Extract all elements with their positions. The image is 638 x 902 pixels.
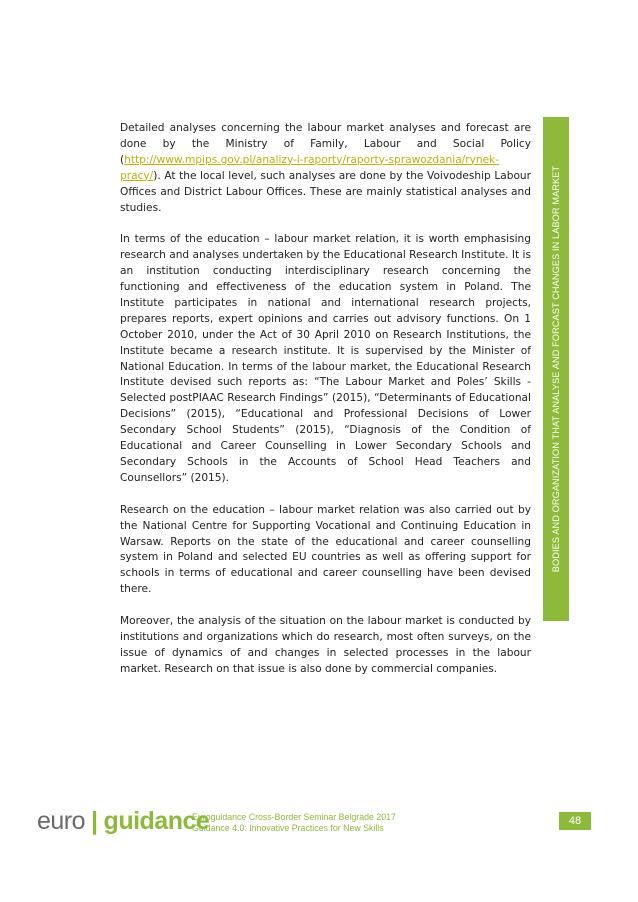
footer-line-2: Guidance 4.0: Innovative Practices for New Skills <box>192 823 384 833</box>
paragraph-1 <box>120 121 531 216</box>
logo-guidance-text: guidance <box>103 806 210 835</box>
footer-line-1: Euroguidance Cross-Border Seminar Belgrade 2017 <box>192 812 396 822</box>
footer-caption <box>192 812 396 834</box>
chapter-sidebar <box>543 117 569 621</box>
paragraph-1-end: ). At the local level, such analyses are done by the Voivodeship Labour Offices and District Labour Offices. These are mainly statistical analyses and studies. <box>120 169 531 214</box>
paragraph-1-start: Detailed analyses concerning the labour market analyses and forecast are done by the Ministry of Family, Labour and Social Policy ( <box>120 122 531 166</box>
paragraph-4: Moreover, the analysis of the situation on the labour market is conducted by institutions and organizations which do research, most often surveys, on the issue of dynamics of and changes in selected processes in the labour market. Research on that issue is also done by commercial companies. <box>120 615 531 675</box>
chapter-title: BODIES AND ORGANIZATION THAT ANALYSE AND FORCAST CHANGES IN LABOR MARKET <box>551 165 561 573</box>
main-text <box>120 121 531 694</box>
page-number: 48 <box>559 812 591 830</box>
policy-reports-link[interactable]: http://www.mpips.gov.pl/analizy-i-raporty/raporty-sprawozdania/rynek-pracy/ <box>120 153 500 182</box>
euroguidance-logo <box>37 806 209 836</box>
paragraph-2: In terms of the education – labour market relation, it is worth emphasising research and analyses undertaken by the Educational Research Institute. It is an institution conducting interdisciplinary research concerning the functioning and effectiveness of the education system in Poland. The Institute participates in national and international research projects, prepares reports, expert opinions and carries out advisory functions. On 1 October 2010, under the Act of 30 April 2010 on Research Institutions, the Institute became a research institute. It is supervised by the Minister of National Education. In terms of the labour market, the Educational Research Institute devised such reports as: “The Labour Market and Poles’ Skills - Selected postPIAAC Research Findings” (2015), “Determinants of Educational Decisions” (2015), “Educational and Professional Decisions of Lower Secondary School Students” (2015), “Diagnosis of the Condition of Educational and Career Counselling in Lower Secondary Schools and Secondary Schools in the Accounts of School Head Teachers and Counsellors” (2015). <box>120 233 531 484</box>
paragraph-3: Research on the education – labour market relation was also carried out by the National Centre for Supporting Vocational and Continuing Education in Warsaw. Reports on the state of the educational and career counselling system in Poland and selected EU countries as well as offering support for schools in terms of educational and career counselling have been devised there. <box>120 503 531 596</box>
logo-separator: | <box>91 806 98 835</box>
logo-euro-text: euro <box>37 806 86 835</box>
